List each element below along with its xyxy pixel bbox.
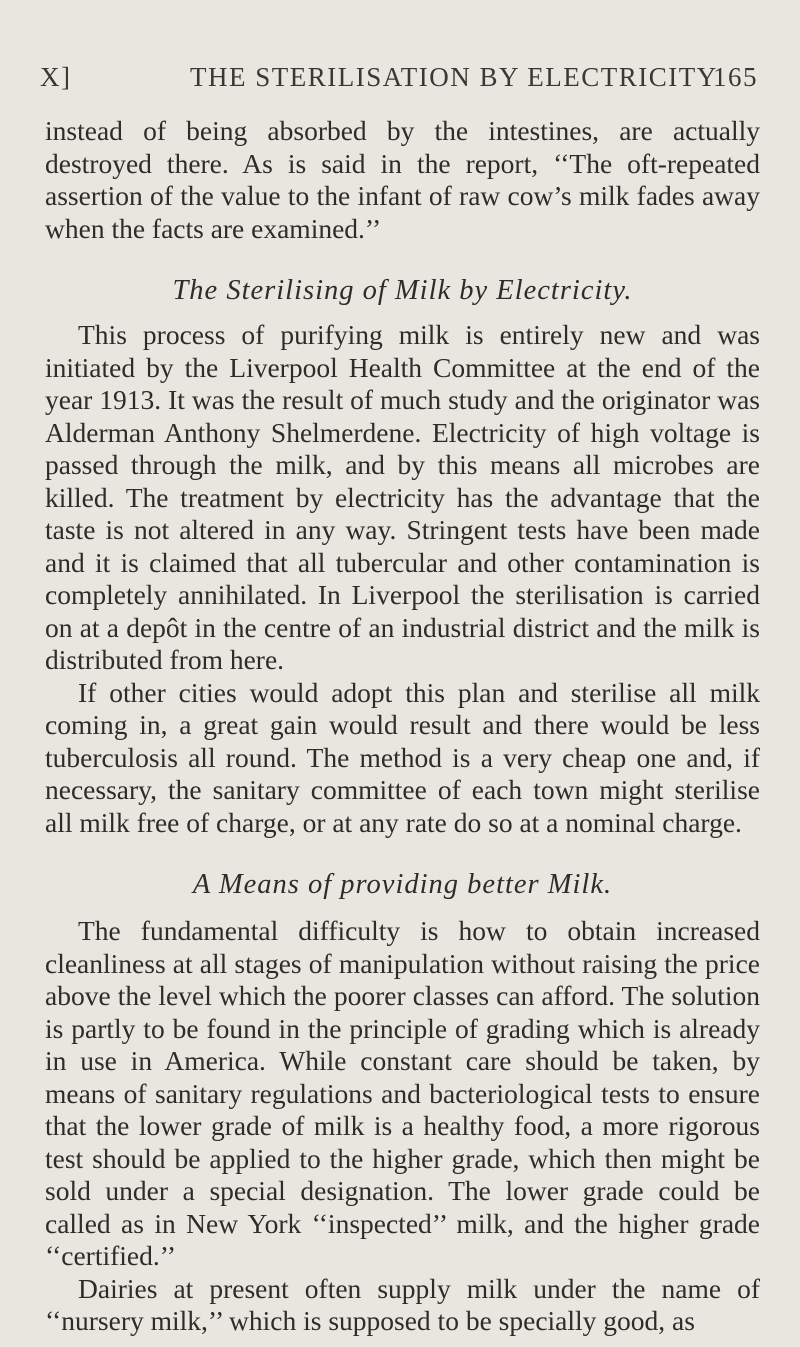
page-number: 165	[713, 62, 758, 92]
paragraph-other-cities: If other cities would adopt this plan and sterilise all milk coming in, a great gain would result and there would be less tuberculosis all round. The method is a very cheap one and, if necessary, the sanitary committee of each town might sterilise all milk free of charge, or at any rate do so at a nominal charge.	[45, 676, 760, 838]
section-heading-sterilising: The Sterilising of Milk by Electricity.	[172, 275, 633, 306]
running-header	[40, 62, 758, 98]
opening-paragraph: instead of being absorbed by the intestines, are actually destroyed there. As is said in the report, ‘‘The oft-repeated assertion of the value to the infant of raw cow’s milk fades away when the facts are examined.’’	[45, 115, 760, 244]
running-title: THE STERILISATION BY ELECTRICITY	[190, 62, 718, 92]
paragraph-sterilising-process: This process of purifying milk is entirely new and was initiated by the Liverpool Health Committee at the end of the year 1913. It was the result of much study and the originator was Alderman Anthony Shelmerdene. Electricity of high voltage is passed through the milk, and by this means all microbes are killed. The treatment by electricity has the advantage that the taste is not altered in any way. Stringent tests have been made and it is claimed that all tubercular and other contamination is completely annihilated. In Liverpool the sterilisation is carried on at a depôt in the centre of an industrial district and the milk is distributed from here.	[45, 319, 760, 675]
chapter-number: X]	[40, 62, 72, 92]
section-heading-better-milk: A Means of providing better Milk.	[192, 869, 613, 900]
page-body	[45, 115, 760, 1338]
paragraph-dairies: Dairies at present often supply milk under the name of ‘‘nursery milk,’’ which is supposed to be specially good, as	[45, 1272, 760, 1336]
paragraph-fundamental-difficulty: The fundamental difficulty is how to obtain increased cleanliness at all stages of manipulation without raising the price above the level which the poorer classes can afford. The solution is partly to be found in the principle of grading which is already in use in America. While constant care should be taken, by means of sanitary regulations and bacteriological tests to ensure that the lower grade of milk is a healthy food, a more rigorous test should be applied to the higher grade, which then might be sold under a special designation. The lower grade could be called as in New York ‘‘inspected’’ milk, and the higher grade ‘‘certified.’’	[45, 915, 760, 1271]
